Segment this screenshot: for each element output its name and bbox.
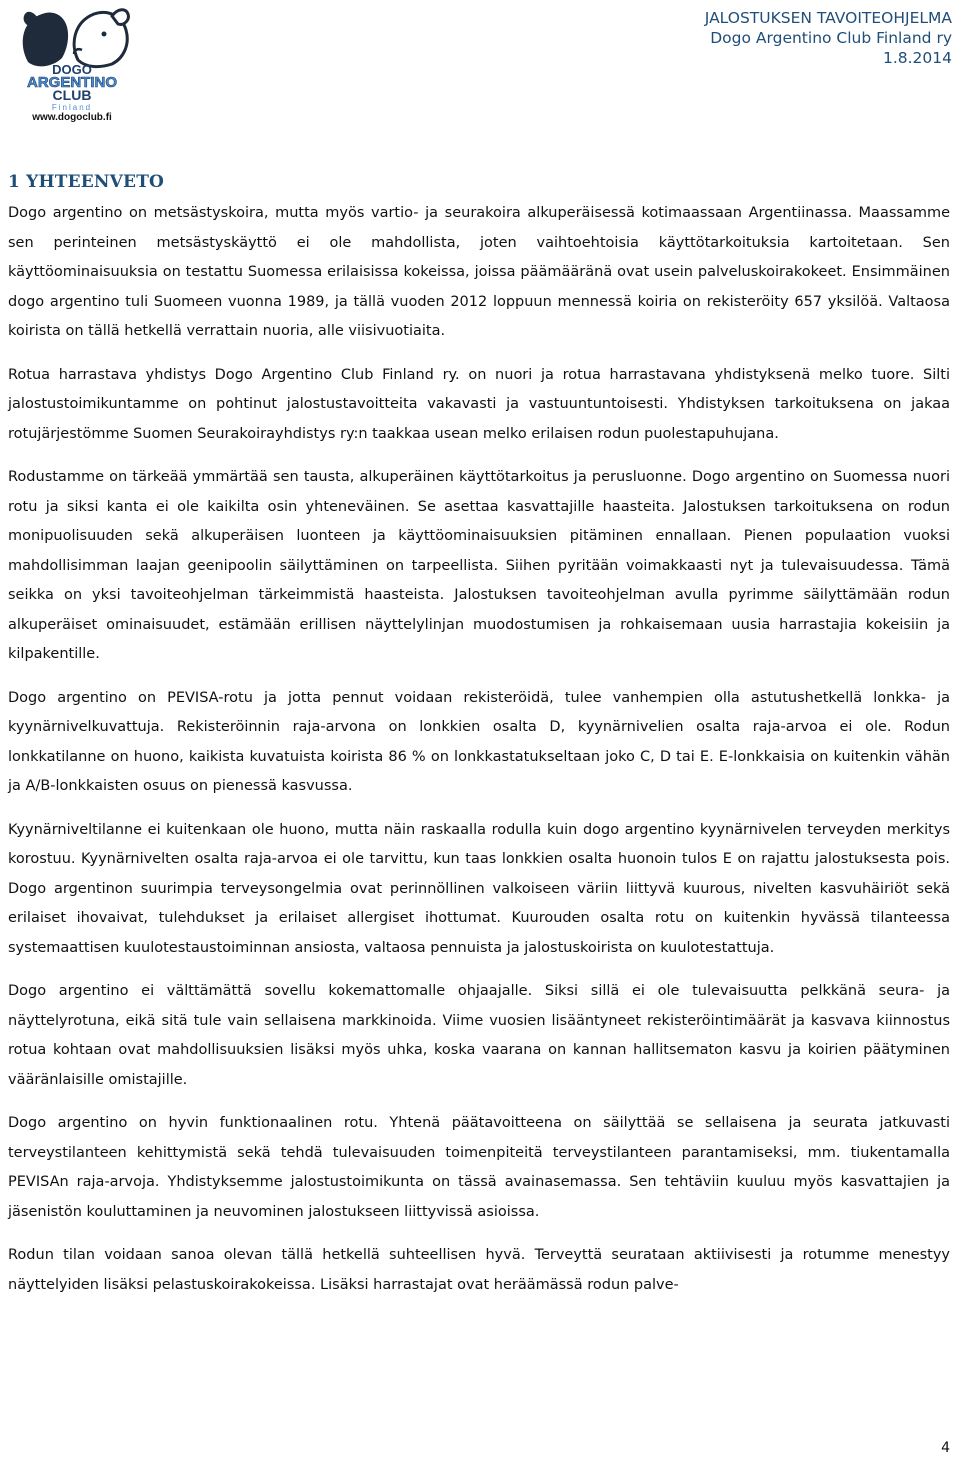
logo-line-club: CLUB	[52, 87, 92, 103]
header-organization: Dogo Argentino Club Finland ry	[710, 29, 952, 47]
paragraph: Rotua harrastava yhdistys Dogo Argentino Club Finland ry. on nuori ja rotua harrastavana yhdistyksenä melko tuore. Silti jalostustoimikuntamme on pohtinut jalostustavoitteita vakavasti ja vastuuntuntoisesti. Yhdistyksen tarkoituksena on jakaa rotujärjestömme Suomen Seurakoirayhdistys ry:n taakkaa usean melko erilaisen rodun puolestapuhujana.	[8, 366, 950, 442]
paragraph: Dogo argentino on hyvin funktionaalinen rotu. Yhtenä päätavoitteena on säilyttää se sellaisena ja seurata jatkuvasti terveystilanteen kehittymistä sekä tehdä tulevaisuuden toimenpiteitä terveystilanteen parantamiseksi, mm. tiukentamalla PEVISAn raja-arvoja. Yhdistyksemme jalostustoimikunta on tässä avainasemassa. Sen tehtäviin kuuluu myös kasvattajien ja jäsenistön kouluttaminen ja neuvominen jalostukseen liittyvissä asioissa.	[8, 1115, 950, 1220]
section-title: 1 YHTEENVETO	[8, 172, 165, 192]
page-number: 4	[941, 1440, 950, 1456]
paragraph: Kyynärniveltilanne ei kuitenkaan ole huono, mutta näin raskaalla rodulla kuin dogo argentino kyynärnivelen terveyden merkitys korostuu. Kyynärnivelten osalta raja-arvoa ei ole tarvittu, kun taas lonkkien osalta huonoin tulos E on rajattu jalostuksesta pois. Dogo argentinon suurimpia terveysongelmia ovat perinnöllinen valkoiseen väriin liittyvä kuurous, nivelten kasvuhäiriöt sekä erilaiset ihovaivat, tulehdukset ja erilaiset allergiset ihottumat. Kuurouden osalta rotu on kuitenkin hyvässä tilanteessa systemaattisen kuulotestaustoiminnan ansiosta, valtaosa pennuista ja jalostuskoirista on kuulotestattuja.	[8, 821, 950, 956]
logo-line-finland: Finland	[51, 103, 93, 112]
header-date: 1.8.2014	[882, 49, 952, 67]
paragraph: Dogo argentino on metsästyskoira, mutta myös vartio- ja seurakoira alkuperäisessä kotimaassaan Argentiinassa. Maassamme sen perinteinen metsästyskäyttö ei ole mahdollista, joten vaihtoehtoisia käyttötarkoituksia kartoitetaan. Sen käyttöominaisuuksia on testattu Suomessa erilaisissa kokeissa, joissa päämääränä ovat usein palveluskoirakokeet. Ensimmäinen dogo argentino tuli Suomeen vuonna 1989, ja tällä vuoden 2012 loppuun mennessä koiria on rekisteröity 657 yksilöä. Valtaosa koirista on tällä hetkellä verrattain nuoria, alle viisivuotiaita.	[8, 205, 950, 339]
logo-line-argentino: ARGENTINO	[27, 74, 117, 91]
logo-line-dogo: DOGO	[52, 62, 92, 77]
header-title: JALOSTUKSEN TAVOITEOHJELMA	[704, 9, 952, 27]
club-logo	[8, 4, 136, 128]
paragraph: Dogo argentino ei välttämättä sovellu kokemattomalle ohjaajalle. Siksi sillä ei ole tulevaisuutta pelkkänä seura- ja näyttelyrotuna, eikä sitä tule vain sellaisena markkinoida. Viime vuosien lisääntyneet rekisteröintimäärät ja kasvava kiinnostus rotua kohtaan ovat mahdollisuuksien lisäksi myös uhka, koska vaarana on kannan hallitsematon kasvu ja koirien päätyminen vääränlaisille omistajille.	[8, 983, 950, 1088]
paragraph: Rodun tilan voidaan sanoa olevan tällä hetkellä suhteellisen hyvä. Terveyttä seurataan aktiivisesti ja rotumme menestyy näyttelyiden lisäksi pelastuskoirakokeissa. Lisäksi harrastajat ovat heräämässä rodun palve-	[8, 1247, 950, 1293]
body-text	[8, 199, 950, 1314]
logo-url: www.dogoclub.fi	[32, 112, 112, 123]
dog-heads-logo-icon	[8, 4, 136, 112]
paragraph: Rodustamme on tärkeää ymmärtää sen tausta, alkuperäinen käyttötarkoitus ja perusluonne. Dogo argentino on Suomessa nuori rotu ja siksi kanta ei ole kaikilta osin yhteneväinen. Se asettaa kasvattajille haasteita. Jalostuksen tarkoituksena on rodun monipuolisuuden sekä alkuperäisen luonteen ja käyttöominaisuuksien pitäminen ennallaan. Pienen populaation vuoksi mahdollisimman laajan geenipoolin säilyttäminen on tarpeellista. Siihen pyritään voimakkaasti nyt ja tulevaisuudessa. Tämä seikka on yksi tavoiteohjelman tärkeimmistä haasteista. Jalostuksen tavoiteohjelman avulla pyrimme säilyttämään rodun alkuperäiset ominaisuudet, estämään erillisen näyttelylinjan muodostumisen ja rohkaisemaan uusia harrastajia kokeisiin ja kilpakentille.	[8, 469, 950, 662]
paragraph: Dogo argentino on PEVISA-rotu ja jotta pennut voidaan rekisteröidä, tulee vanhempien olla astutushetkellä lonkka- ja kyynärnivelkuvattuja. Rekisteröinnin raja-arvona on lonkkien osalta D, kyynärnivelien osalta raja-arvoa ei ole. Rodun lonkkatilanne on huono, kaikista kuvatuista koirista 86 % on lonkkastatukseltaan joko C, D tai E. E-lonkkaisia on kuitenkin vähän ja A/B-lonkkaisten osuus on pienessä kasvussa.	[8, 689, 950, 794]
document-header	[705, 8, 952, 68]
